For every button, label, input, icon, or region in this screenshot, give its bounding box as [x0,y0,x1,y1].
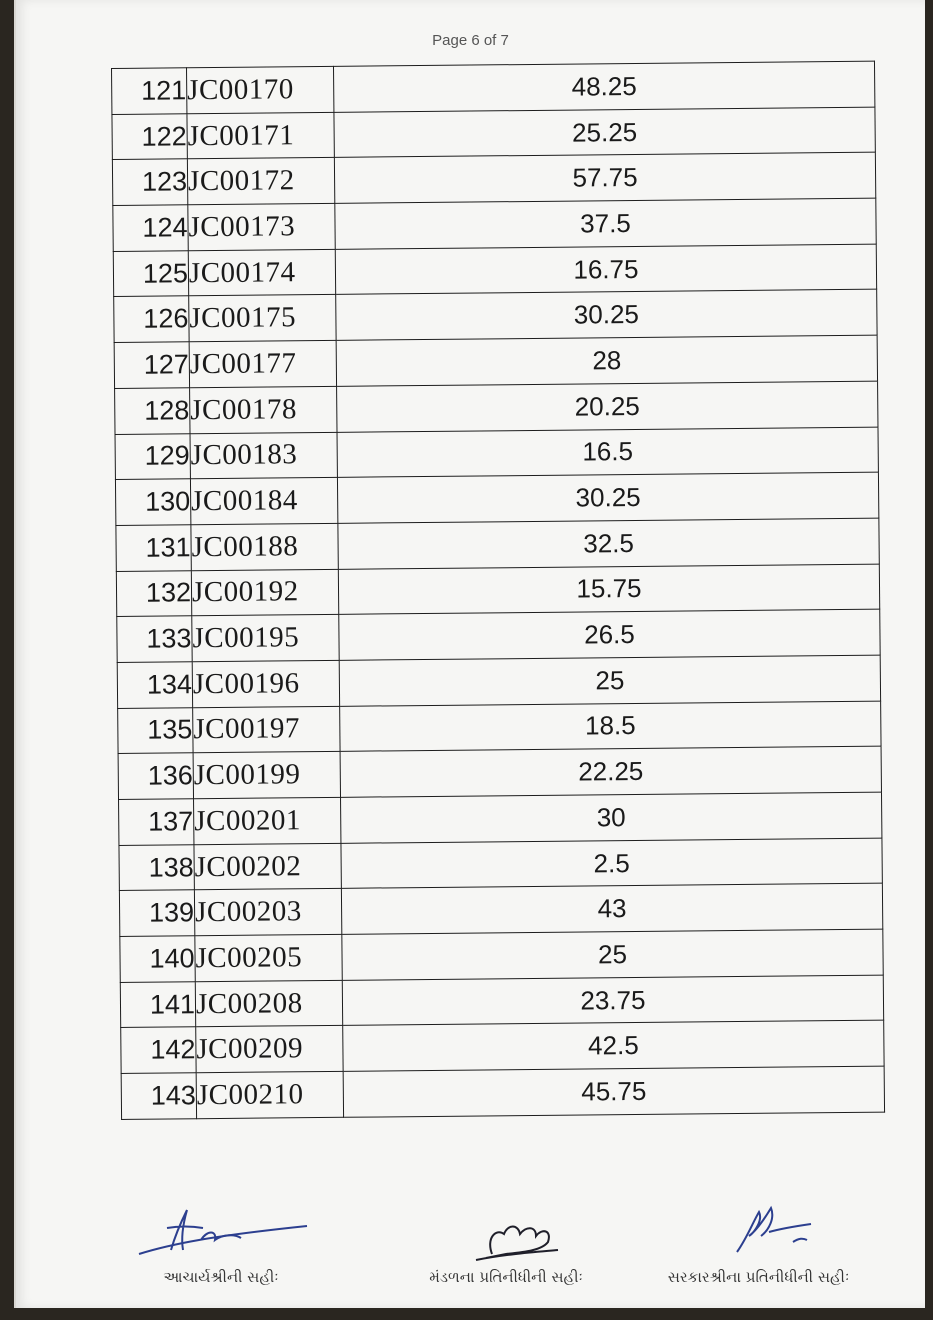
marks-cell: 25 [342,929,883,980]
candidate-code-cell: JC00199 [193,752,340,799]
candidate-code-cell: JC00201 [194,797,341,844]
serial-number-cell: 130 [115,479,190,525]
table-row [117,609,880,662]
candidate-code-cell: JC00192 [191,569,338,616]
principal-signature-label: આચાર્યશ્રીની સહીઃ [163,1268,279,1286]
marks-cell: 30.25 [337,472,878,523]
marks-cell: 30.25 [336,290,877,341]
table-row [119,792,882,845]
candidate-code-cell: JC00170 [187,66,334,113]
principal-signature-block [126,1200,316,1286]
table-row [121,1066,884,1119]
serial-number-cell: 122 [112,113,187,159]
candidate-code-cell: JC00175 [189,295,336,342]
candidate-code-cell: JC00196 [192,660,339,707]
candidate-code-cell: JC00173 [188,203,335,250]
candidate-code-cell: JC00174 [188,249,335,296]
table-row [116,564,879,617]
serial-number-cell: 131 [116,525,191,571]
candidate-code-cell: JC00203 [194,889,341,936]
serial-number-cell: 136 [118,753,193,799]
table-row [119,884,882,937]
principal-signature-mark [131,1200,311,1262]
government-representative-signature-mark [699,1202,819,1262]
candidate-code-cell: JC00210 [196,1071,343,1118]
serial-number-cell: 132 [116,570,191,616]
marks-cell: 57.75 [334,153,875,204]
serial-number-cell: 133 [117,616,192,662]
serial-number-cell: 143 [121,1073,196,1119]
serial-number-cell: 129 [115,433,190,479]
serial-number-cell: 123 [112,159,187,205]
candidate-code-cell: JC00184 [190,478,337,525]
table-row [116,518,879,571]
candidate-code-cell: JC00171 [187,112,334,159]
candidate-code-cell: JC00209 [196,1026,343,1073]
table-row [113,244,876,297]
marks-cell: 48.25 [333,61,874,112]
candidate-code-cell: JC00195 [192,615,339,662]
table-row [118,746,881,799]
table-row [112,61,875,114]
page-number: Page 6 of 7 [432,32,509,49]
serial-number-cell: 138 [119,844,194,890]
marks-cell: 43 [341,884,882,935]
candidate-code-cell: JC00183 [190,432,337,479]
table-row [112,153,875,206]
table-row [115,381,878,434]
candidate-code-cell: JC00177 [189,340,336,387]
document-page [14,0,925,1308]
marks-cell: 45.75 [343,1066,884,1117]
serial-number-cell: 125 [113,251,188,297]
marks-cell: 20.25 [337,381,878,432]
table-row [113,198,876,251]
candidate-code-cell: JC00208 [195,980,342,1027]
serial-number-cell: 141 [120,981,195,1027]
serial-number-cell: 142 [121,1027,196,1073]
serial-number-cell: 134 [117,662,192,708]
serial-number-cell: 126 [114,296,189,342]
candidate-code-cell: JC00205 [195,934,342,981]
government-representative-signature-block [641,1202,876,1286]
serial-number-cell: 124 [113,205,188,251]
marks-cell: 37.5 [335,198,876,249]
table-row [114,335,877,388]
government-representative-signature-label: સરકારશ્રીના પ્રતિનીધીની સહીઃ [667,1268,850,1286]
candidate-code-cell: JC00178 [190,386,337,433]
table-row [120,929,883,982]
marks-cell: 42.5 [343,1021,884,1072]
signature-footer [16,1176,925,1286]
serial-number-cell: 135 [118,707,193,753]
table-row [117,655,880,708]
table-row [121,1021,884,1074]
marks-table-wrapper [111,61,885,1120]
table-row [118,701,881,754]
board-representative-signature-mark [446,1210,566,1262]
serial-number-cell: 137 [119,799,194,845]
marks-cell: 32.5 [338,518,879,569]
serial-number-cell: 139 [119,890,194,936]
marks-table-body [112,61,885,1119]
candidate-code-cell: JC00197 [193,706,340,753]
marks-cell: 26.5 [339,609,880,660]
table-row [120,975,883,1028]
marks-cell: 30 [341,792,882,843]
marks-cell: 15.75 [338,564,879,615]
candidate-code-cell: JC00172 [187,158,334,205]
board-representative-signature-block [406,1210,606,1286]
table-row [119,838,882,891]
marks-cell: 16.5 [337,427,878,478]
table-row [115,472,878,525]
marks-cell: 16.75 [335,244,876,295]
table-row [115,427,878,480]
board-representative-signature-label: મંડળના પ્રતિનીધીની સહીઃ [429,1268,583,1286]
marks-cell: 25 [339,655,880,706]
candidate-code-cell: JC00188 [191,523,338,570]
serial-number-cell: 121 [112,68,187,114]
candidate-code-cell: JC00202 [194,843,341,890]
marks-cell: 25.25 [334,107,875,158]
marks-cell: 18.5 [340,701,881,752]
marks-cell: 28 [336,335,877,386]
marks-cell: 22.25 [340,746,881,797]
serial-number-cell: 128 [115,388,190,434]
serial-number-cell: 140 [120,936,195,982]
table-row [112,107,875,160]
marks-cell: 2.5 [341,838,882,889]
table-row [114,290,877,343]
serial-number-cell: 127 [114,342,189,388]
marks-table [111,61,885,1120]
marks-cell: 23.75 [342,975,883,1026]
